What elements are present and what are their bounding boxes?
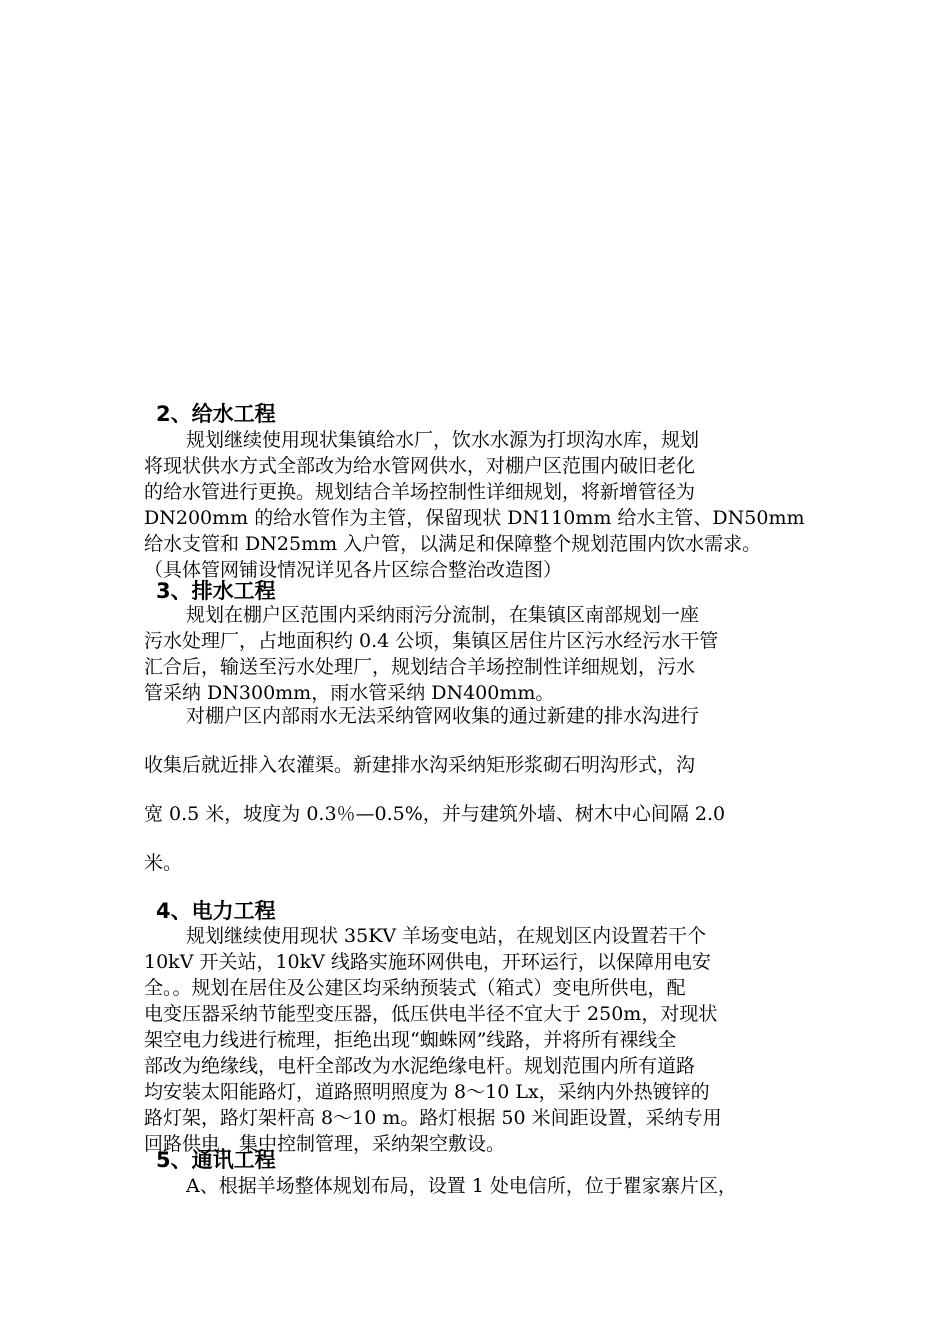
paragraph-line: 规划在棚户区范围内采纳雨污分流制，在集镇区南部规划一座 <box>186 604 700 626</box>
section-heading-power: 4、电力工程 <box>156 899 276 923</box>
paragraph-line: 架空电力线进行梳理，拒绝出现“蜘蛛网”线路，并将所有裸线全 <box>144 1029 677 1051</box>
paragraph-line: 的给水管进行更换。规划结合羊场控制性详细规划，将新增管径为 <box>144 481 696 503</box>
paragraph-line: 电变压器采纳节能型变压器，低压供电半径不宜大于 250m，对现状 <box>144 1003 718 1025</box>
paragraph-line: 回路供电，集中控制管理，采纳架空敷设。 <box>144 1133 506 1155</box>
paragraph-line: 宽 0.5 米，坡度为 0.3％—0.5%，并与建筑外墙、树木中心间隔 2.0 <box>144 803 726 825</box>
paragraph-line: 10kV 开关站，10kV 线路实施环网供电，开环运行，以保障用电安 <box>144 951 711 973</box>
paragraph-line: 对棚户区内部雨水无法采纳管网收集的通过新建的排水沟进行 <box>186 705 700 727</box>
paragraph-line: 部改为绝缘线，电杆全部改为水泥绝缘电杆。规划范围内所有道路 <box>144 1055 696 1077</box>
paragraph-line: 给水支管和 DN25mm 入户管，以满足和保障整个规划范围内饮水需求。 <box>144 533 762 555</box>
paragraph-line: 管采纳 DN300mm，雨水管采纳 DN400mm。 <box>144 682 555 704</box>
paragraph-line: 路灯架，路灯架杆高 8～10 m。路灯根据 50 米间距设置，采纳专用 <box>144 1107 722 1129</box>
paragraph-line: 均安装太阳能路灯，道路照明照度为 8～10 Lx，采纳内外热镀锌的 <box>144 1081 710 1103</box>
paragraph-line: DN200mm 的给水管作为主管，保留现状 DN110mm 给水主管、DN50mm <box>144 507 805 529</box>
paragraph-line: 将现状供水方式全部改为给水管网供水，对棚户区范围内破旧老化 <box>144 455 696 477</box>
paragraph-line: A、根据羊场整体规划布局，设置 1 处电信所，位于瞿家寨片区， <box>186 1175 737 1197</box>
section-heading-drainage: 3、排水工程 <box>156 579 276 603</box>
paragraph-line: 规划继续使用现状集镇给水厂，饮水水源为打坝沟水库，规划 <box>186 429 700 451</box>
paragraph-line: 规划继续使用现状 35KV 羊场变电站，在规划区内设置若干个 <box>186 925 707 947</box>
section-heading-water-supply: 2、给水工程 <box>156 402 276 426</box>
paragraph-line: 全。。规划在居住及公建区均采纳预装式（箱式）变电所供电，配 <box>144 977 686 999</box>
section-heading-telecom: 5、通讯工程 <box>156 1148 276 1172</box>
paragraph-line: （具体管网铺设情况详见各片区综合整治改造图） <box>144 559 563 581</box>
paragraph-line: 汇合后，输送至污水处理厂，规划结合羊场控制性详细规划，污水 <box>144 656 696 678</box>
paragraph-line: 米。 <box>144 852 183 874</box>
paragraph-line: 收集后就近排入农灌渠。新建排水沟采纳矩形浆砌石明沟形式，沟 <box>144 754 696 776</box>
paragraph-line: 污水处理厂，占地面积约 0.4 公顷，集镇区居住片区污水经污水干管 <box>144 630 719 652</box>
